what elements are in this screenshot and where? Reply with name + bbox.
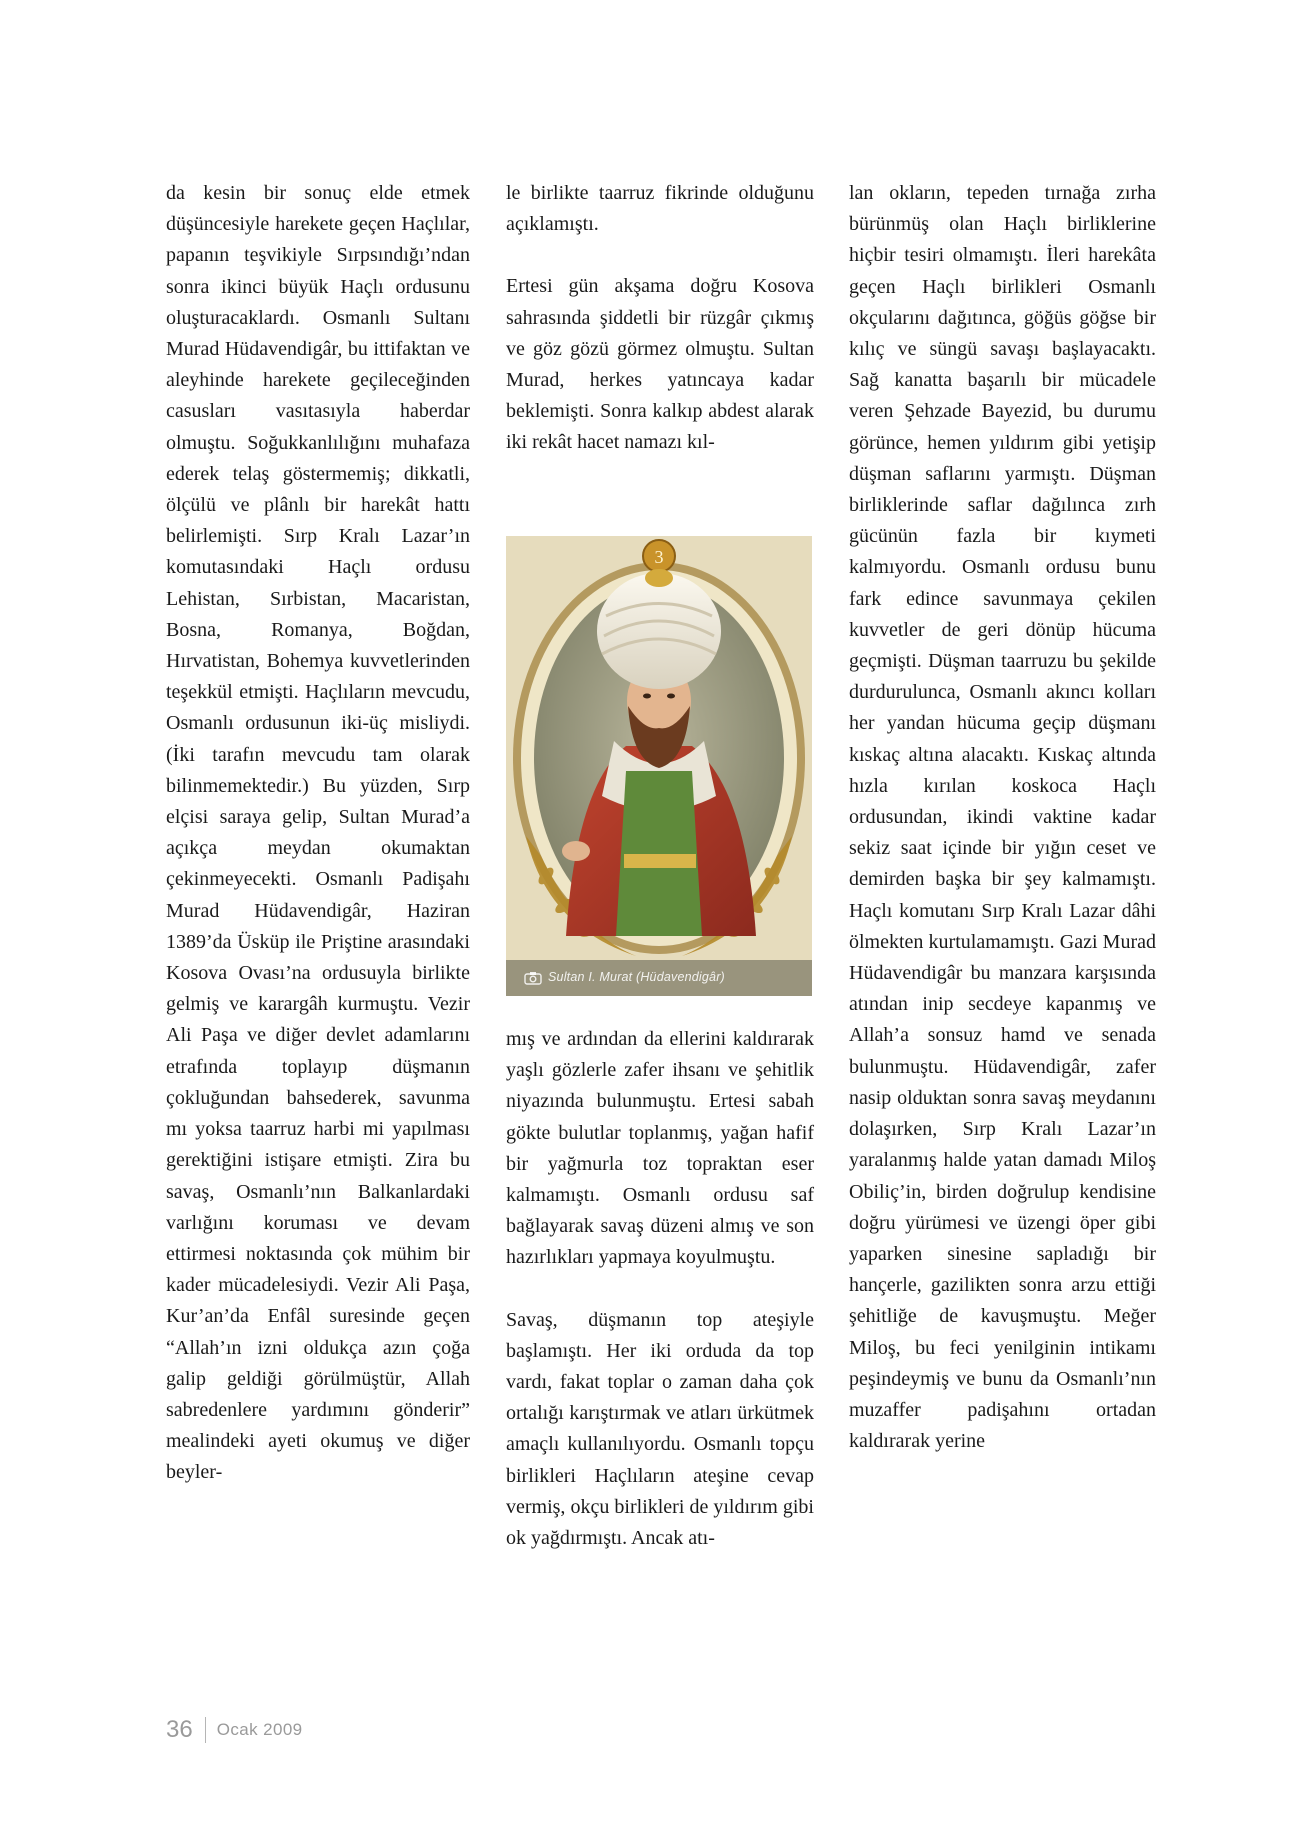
paragraph: Savaş, düşmanın top ateşiyle başlamıştı. Her iki orduda da top vardı, fakat toplar o zaman daha çok ortalığı karıştırmak ve atları ürkütmek amaçlı kullanılıyordu. Osmanlı topçu birlikleri Haçlıların ateşine cevap vermiş, okçu birlikleri de yıldırım gibi ok yağdırmıştı. Ancak atı- bbox=[506, 1308, 814, 1550]
text-column-1 bbox=[166, 178, 470, 1489]
page-footer bbox=[166, 1716, 303, 1744]
issue-date: Ocak 2009 bbox=[216, 1720, 303, 1739]
paragraph: da kesin bir sonuç elde etmek düşüncesiyle harekete geçen Haçlılar, papanın teşvikiyle Sırpsındığı’ndan sonra ikinci büyük Haçlı ordusunu oluşturacaklardı. Osmanlı Sultanı Murad Hüdavendigâr, bu ittifaktan ve aleyhinde harekete geçileceğinden casusları vasıtasıyla haberdar olmuştu. Soğukkanlılığını muhafaza ederek telaş göstermemiş; dikkatli, ölçülü ve plânlı bir harekât hattı belirlemişti. Sırp Kralı Lazar’ın komutasındaki Haçlı ordusu Lehistan, Sırbistan, Macaristan, Bosna, Romanya, Boğdan, Hırvatistan, Bohemya kuvvetlerinden teşekkül etmişti. Haçlıların mevcudu, Osmanlı ordusunun iki-üç misliydi. (İki tarafın mevcudu tam olarak bilinmemektedir.) Bu yüzden, Sırp elçisi saraya gelip, Sultan Murad’a açıkça meydan okumaktan çekinmeyecekti. Osmanlı Padişahı Murad Hüdavendigâr, Haziran 1389’da Üsküp ile Priştine arasındaki Kosova Ovası’na ordusuyla birlikte gelmiş ve karargâh kurmuştu. Vezir Ali Paşa ve diğer devlet adamlarını etrafında toplayıp düşmanın çokluğundan bahsederek, savunma mı yoksa taarruz harbi mi yapılması gerektiğini istişare etmişti. Zira bu savaş, Osmanlı’nın Balkanlardaki varlığını koruması ve devam ettirmesi noktasında çok mühim bir kader mücadelesiydi. Vezir Ali Paşa, Kur’an’da Enfâl suresinde geçen “Allah’ın izni oldukça azın çoğa galip geldiği görülmüştür, Allah sabredenlere yardımını gönderir” mealindeki ayeti okumuş ve diğer beyler- bbox=[166, 182, 470, 1484]
text-column-2-bottom bbox=[506, 1024, 814, 1554]
page-number: 36 bbox=[166, 1716, 193, 1743]
text-column-3 bbox=[849, 178, 1156, 1457]
paragraph: lan okların, tepeden tırnağa zırha bürünmüş olan Haçlı birliklerine hiçbir tesiri olmamıştı. İleri harekâta geçen Haçlı birlikleri Osmanlı okçularını dağıtınca, göğüs göğse bir kılıç ve süngü savaşı başlayacaktı. Sağ kanatta başarılı bir mücadele veren Şehzade Bayezid, bu durumu görünce, hemen yıldırım gibi yetişip düşman saflarını yarmıştı. Düşman birliklerinde saflar dağılınca zırh gücünün fazla bir kıymeti kalmıyordu. Osmanlı ordusu bunu fark edince savunmaya çekilen kuvvetler de geri dönüp hücuma geçmişti. Düşman taarruzu bu şekilde durdurulunca, Osmanlı akıncı kolları her yandan hücuma geçip düşmanı kıskaç altına alacaktı. Kıskaç altında hızla kırılan koskoca Haçlı ordusundan, ikindi vaktine kadar sekiz saat içinde bir yığın ceset ve demirden başka bir şey kalmamıştı. Haçlı komutanı Sırp Kralı Lazar dâhi ölmekten kurtulamamıştı. Gazi Murad Hüdavendigâr bu manzara karşısında atından inip secdeye kapanmış ve Allah’a sonsuz hamd ve senada bulunmuştu. Hüdavendigâr, zafer nasip olduktan sonra savaş meydanını dolaşırken, Sırp Kralı Lazar’ın yaralanmış halde yatan damadı Miloş Obiliç’in, birden doğrulup kendisine doğru yürümesi ve üzengi öper gibi yaparken sinesine sapladığı bir hançerle, gazilikten sonra arzu ettiği şehitliğe de kavuşmuştu. Meğer Miloş, bu feci yenilginin intikamı peşindeymiş ve bunu da Osmanlı’nın muzaffer padişahını ortadan kaldırarak yerine bbox=[849, 182, 1156, 1453]
camera-icon bbox=[524, 971, 542, 985]
paragraph: le birlikte taarruz fikrinde olduğunu açıklamıştı. bbox=[506, 182, 814, 236]
sultan-portrait-image bbox=[506, 536, 812, 996]
paragraph: Ertesi gün akşama doğru Kosova sahrasında şiddetli bir rüzgâr çıkmış ve göz gözü görmez olmuştu. Sultan Murad, herkes yatıncaya kadar beklemişti. Sonra kalkıp abdest alarak iki rekât hacet namazı kıl- bbox=[506, 275, 814, 454]
text-column-2-top bbox=[506, 178, 814, 459]
footer-divider bbox=[205, 1717, 206, 1743]
image-caption: Sultan I. Murat (Hüdavendigâr) bbox=[548, 970, 725, 984]
paragraph: mış ve ardından da ellerini kaldırarak yaşlı gözlerle zafer ihsanı ve şehitlik niyazında bulunmuştu. Ertesi sabah gökte bulutlar toplanmış, yağan hafif bir yağmurla toz topraktan eser kalmamıştı. Osmanlı ordusu saf bağlayarak savaş düzeni almış ve son hazırlıkları yapmaya koyulmuştu. bbox=[506, 1028, 814, 1269]
portrait-illustration bbox=[506, 536, 812, 996]
medallion-number: 3 bbox=[654, 547, 664, 567]
